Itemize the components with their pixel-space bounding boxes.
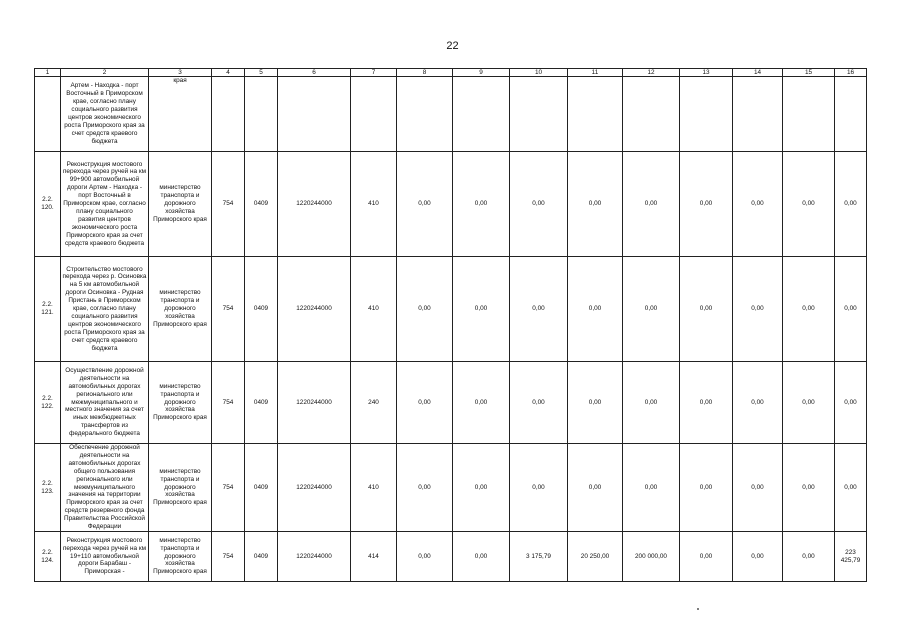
cell: 0,00 <box>623 257 680 362</box>
cell: 410 <box>351 257 397 362</box>
cell: 223 425,79 <box>835 532 867 582</box>
cell: 3 175,79 <box>510 532 568 582</box>
column-header: 7 <box>351 69 397 77</box>
cell: 0,00 <box>568 362 623 444</box>
cell: 0409 <box>245 152 278 257</box>
cell <box>510 77 568 152</box>
cell: 0,00 <box>783 152 835 257</box>
cell: 0,00 <box>835 152 867 257</box>
cell: 1220244000 <box>278 362 351 444</box>
cell <box>453 77 510 152</box>
cell: 0,00 <box>783 257 835 362</box>
cell <box>397 77 453 152</box>
cell: 754 <box>212 362 245 444</box>
cell: 20 250,00 <box>568 532 623 582</box>
column-header: 8 <box>397 69 453 77</box>
cell: 0,00 <box>680 362 733 444</box>
cell: 1220244000 <box>278 532 351 582</box>
cell: 0409 <box>245 444 278 532</box>
measure-name: Реконструкция мостового перехода через ручей на км 19+110 автомобильной дороги Барабаш - Приморская - <box>61 532 149 582</box>
cell: 0,00 <box>623 444 680 532</box>
cell: 0,00 <box>680 257 733 362</box>
column-header: 11 <box>568 69 623 77</box>
cell: 1220244000 <box>278 257 351 362</box>
cell: 0,00 <box>680 152 733 257</box>
column-header: 14 <box>733 69 783 77</box>
cell <box>623 77 680 152</box>
cell: 0,00 <box>568 152 623 257</box>
cell: 0,00 <box>733 532 783 582</box>
row-number: 2.2. 122. <box>35 362 61 444</box>
page-number: 22 <box>446 40 459 52</box>
column-header: 5 <box>245 69 278 77</box>
cell: 0,00 <box>397 532 453 582</box>
cell: 0,00 <box>783 532 835 582</box>
cell: 410 <box>351 444 397 532</box>
measure-name: Осуществление дорожной деятельности на автомобильных дорогах регионального или межмуниципального и местного значения за счет иных межбюджетных трансфертов из федерального бюджета <box>61 362 149 444</box>
cell: 410 <box>351 152 397 257</box>
cell: 0,00 <box>453 257 510 362</box>
cell: 0,00 <box>733 362 783 444</box>
cell: 0,00 <box>733 444 783 532</box>
executor: министерство транспорта и дорожного хозяйства Приморского края <box>149 152 212 257</box>
cell: 754 <box>212 532 245 582</box>
cell: 0409 <box>245 532 278 582</box>
cell: 754 <box>212 152 245 257</box>
row-number: 2.2. 120. <box>35 152 61 257</box>
cell <box>783 77 835 152</box>
scan-speck <box>697 608 699 610</box>
cell <box>278 77 351 152</box>
cell: 0,00 <box>835 257 867 362</box>
cell <box>212 77 245 152</box>
cell: 0,00 <box>783 444 835 532</box>
cell: 0,00 <box>733 257 783 362</box>
cell: 0409 <box>245 257 278 362</box>
cell: 0,00 <box>783 362 835 444</box>
column-header: 12 <box>623 69 680 77</box>
table-row <box>35 444 867 532</box>
budget-table <box>34 68 867 582</box>
row-number: 2.2. 124. <box>35 532 61 582</box>
cell: 0,00 <box>397 444 453 532</box>
measure-name: Реконструкция мостового перехода через ручей на км 99+900 автомобильной дороги Артем - Находка - порт Восточный в Приморском крае, согласно плану социального развития центров экономического роста Приморского края за счет средств краевого бюджета <box>61 152 149 257</box>
cell: 0,00 <box>453 444 510 532</box>
cell: 0,00 <box>397 362 453 444</box>
column-header: 10 <box>510 69 568 77</box>
cell: 0,00 <box>733 152 783 257</box>
cell: 200 000,00 <box>623 532 680 582</box>
cell: 754 <box>212 257 245 362</box>
executor: министерство транспорта и дорожного хозяйства Приморского края <box>149 532 212 582</box>
cell: 0,00 <box>623 152 680 257</box>
column-header: 16 <box>835 69 867 77</box>
column-header: 2 <box>61 69 149 77</box>
table-row <box>35 152 867 257</box>
cell: 0,00 <box>835 362 867 444</box>
cell <box>351 77 397 152</box>
column-header: 1 <box>35 69 61 77</box>
cell: 0,00 <box>397 257 453 362</box>
executor: министерство транспорта и дорожного хозяйства Приморского края <box>149 257 212 362</box>
measure-name: Строительство мостового перехода через р. Осиновка на 5 км автомобильной дороги Осиновка - Рудная Пристань в Приморском крае, согласно плану социального развития центров экономического роста Приморского края за счет средств краевого бюджета <box>61 257 149 362</box>
cell: 0,00 <box>453 532 510 582</box>
cell: 0,00 <box>397 152 453 257</box>
cell: 0,00 <box>453 362 510 444</box>
executor: министерство транспорта и дорожного хозяйства Приморского края <box>149 444 212 532</box>
executor: края <box>149 77 212 152</box>
cell <box>680 77 733 152</box>
table-row <box>35 362 867 444</box>
cell: 240 <box>351 362 397 444</box>
column-header: 3 <box>149 69 212 77</box>
column-header: 9 <box>453 69 510 77</box>
column-header: 4 <box>212 69 245 77</box>
row-number: 2.2. 123. <box>35 444 61 532</box>
row-number: 2.2. 121. <box>35 257 61 362</box>
cell: 0,00 <box>568 444 623 532</box>
cell: 0,00 <box>680 532 733 582</box>
column-header: 15 <box>783 69 835 77</box>
row-number <box>35 77 61 152</box>
cell: 0,00 <box>510 257 568 362</box>
table-row <box>35 257 867 362</box>
cell: 0,00 <box>510 152 568 257</box>
table-row <box>35 77 867 152</box>
cell <box>568 77 623 152</box>
executor: министерство транспорта и дорожного хозяйства Приморского края <box>149 362 212 444</box>
cell: 0,00 <box>680 444 733 532</box>
cell: 0,00 <box>453 152 510 257</box>
cell: 0409 <box>245 362 278 444</box>
header-row <box>35 69 867 77</box>
table-row <box>35 532 867 582</box>
cell: 0,00 <box>835 444 867 532</box>
column-header: 6 <box>278 69 351 77</box>
cell: 414 <box>351 532 397 582</box>
column-header: 13 <box>680 69 733 77</box>
cell: 0,00 <box>510 444 568 532</box>
cell: 0,00 <box>623 362 680 444</box>
cell: 1220244000 <box>278 152 351 257</box>
cell: 1220244000 <box>278 444 351 532</box>
measure-name: Артем - Находка - порт Восточный в Приморском крае, согласно плану социального развития центров экономического роста Приморского края за счет средств краевого бюджета <box>61 77 149 152</box>
measure-name: Обеспечение дорожной деятельности на автомобильных дорогах общего пользования регионального или межмуниципального значения на территории Приморского края за счет средств резервного фонда Правительства Российской Федерации <box>61 444 149 532</box>
cell <box>733 77 783 152</box>
cell <box>245 77 278 152</box>
cell: 0,00 <box>568 257 623 362</box>
cell <box>835 77 867 152</box>
cell: 754 <box>212 444 245 532</box>
cell: 0,00 <box>510 362 568 444</box>
